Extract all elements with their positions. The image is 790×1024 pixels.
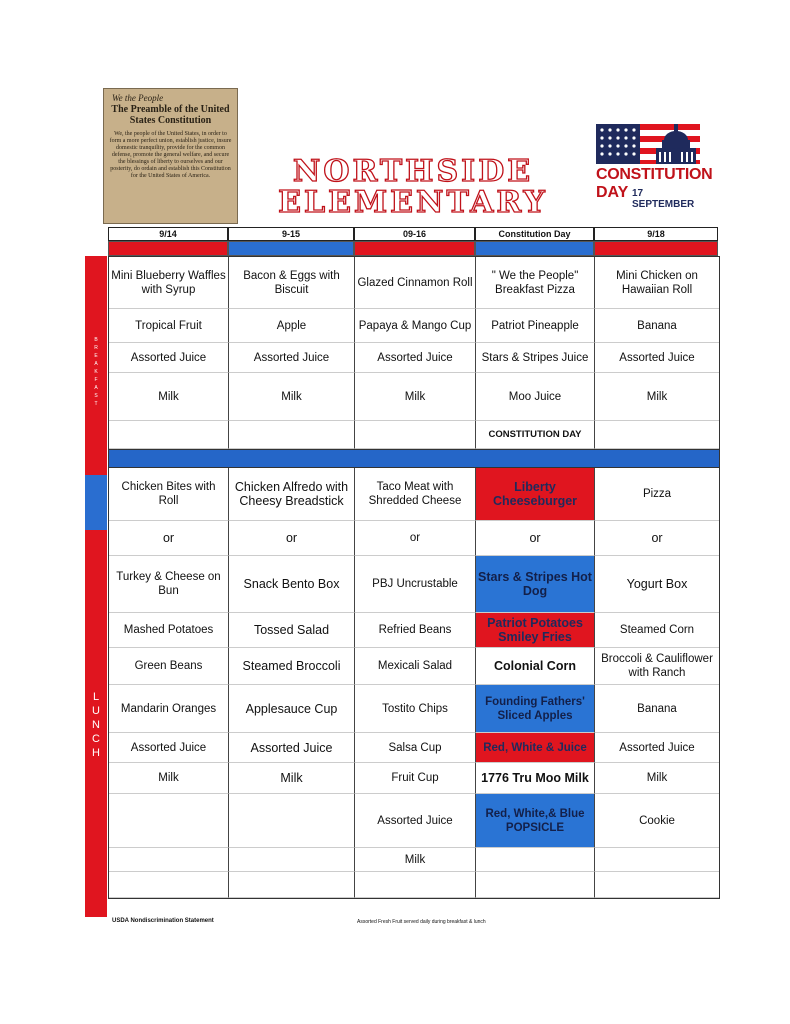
menu-cell: Applesauce Cup xyxy=(229,685,355,733)
logo-constitution: CONSTITUTION xyxy=(596,166,713,183)
lunch-row xyxy=(109,685,719,733)
flag-capitol-icon xyxy=(596,124,700,164)
menu-cell: Taco Meat with Shredded Cheese xyxy=(355,468,476,521)
constitution-day-logo xyxy=(596,122,713,210)
menu-cell xyxy=(355,421,476,449)
menu-cell: Banana xyxy=(595,685,719,733)
menu-cell: Banana xyxy=(595,309,719,343)
menu-cell-highlight: Liberty Cheeseburger xyxy=(476,468,595,521)
preamble-title: The Preamble of the United States Constitution xyxy=(111,104,230,126)
breakfast-row xyxy=(109,309,719,343)
menu-cell: or xyxy=(355,521,476,556)
menu-cell: Salsa Cup xyxy=(355,733,476,763)
preamble-text: We, the people of the United States, in order to form a more perfect union, establish justice, insure domestic tranquility, provide for the common defense, promote the general welfare, and secure the blessings of liberty to ourselves and our posterity, do ordain and establish this Constitution for the United States of America. xyxy=(109,131,232,179)
school-title xyxy=(268,156,558,218)
menu-cell: Milk xyxy=(109,763,229,794)
menu-cell xyxy=(229,421,355,449)
menu-cell: Steamed Broccoli xyxy=(229,648,355,685)
menu-cell xyxy=(476,872,595,898)
menu-cell xyxy=(229,848,355,872)
menu-cell: Assorted Juice xyxy=(355,343,476,373)
logo-day: DAY xyxy=(596,184,629,201)
menu-cell xyxy=(109,794,229,848)
menu-cell: Milk xyxy=(355,373,476,421)
lunch-side-bar-blue xyxy=(85,475,107,530)
lunch-label: L U N C H xyxy=(92,691,100,759)
lunch-row xyxy=(109,648,719,685)
menu-cell: Broccoli & Cauliflower with Ranch xyxy=(595,648,719,685)
menu-cell: Refried Beans xyxy=(355,613,476,648)
menu-cell-highlight: Stars & Stripes Hot Dog xyxy=(476,556,595,613)
menu-cell: Milk xyxy=(595,763,719,794)
menu-cell xyxy=(595,848,719,872)
menu-cell xyxy=(109,872,229,898)
constitution-day-label: CONSTITUTION DAY xyxy=(476,421,595,449)
color-bar-row xyxy=(108,241,718,256)
menu-cell: Assorted Juice xyxy=(229,343,355,373)
menu-cell xyxy=(229,872,355,898)
school-title-line2: ELEMENTARY xyxy=(278,185,548,220)
menu-cell: 1776 Tru Moo Milk xyxy=(476,763,595,794)
menu-cell: " We the People" Breakfast Pizza xyxy=(476,257,595,309)
menu-cell: Yogurt Box xyxy=(595,556,719,613)
menu-cell: Pizza xyxy=(595,468,719,521)
day-header-row xyxy=(108,227,718,241)
menu-cell xyxy=(229,794,355,848)
color-bar xyxy=(228,241,354,256)
lunch-row xyxy=(109,794,719,848)
day-header: Constitution Day xyxy=(475,227,594,241)
menu-cell: Apple xyxy=(229,309,355,343)
menu-cell: Mexicali Salad xyxy=(355,648,476,685)
lunch-row xyxy=(109,556,719,613)
color-bar xyxy=(108,241,228,256)
menu-cell: Patriot Pineapple xyxy=(476,309,595,343)
breakfast-row xyxy=(109,373,719,421)
menu-cell: Milk xyxy=(229,373,355,421)
menu-cell: Snack Bento Box xyxy=(229,556,355,613)
lunch-row xyxy=(109,733,719,763)
menu-cell xyxy=(595,421,719,449)
menu-cell: Glazed Cinnamon Roll xyxy=(355,257,476,309)
color-bar xyxy=(475,241,594,256)
school-title-line1: NORTHSIDE xyxy=(292,154,534,189)
nondiscrimination-statement: USDA Nondiscrimination Statement xyxy=(112,918,214,924)
lunch-row xyxy=(109,763,719,794)
fruit-note: Assorted Fresh Fruit served daily during breakfast & lunch xyxy=(357,919,486,925)
menu-cell: Milk xyxy=(229,763,355,794)
preamble-image xyxy=(103,88,238,224)
lunch-row xyxy=(109,521,719,556)
menu-cell-highlight: Red, White,& Blue POPSICLE xyxy=(476,794,595,848)
menu-cell: PBJ Uncrustable xyxy=(355,556,476,613)
breakfast-row xyxy=(109,343,719,373)
menu-cell: Assorted Juice xyxy=(595,733,719,763)
menu-cell: Moo Juice xyxy=(476,373,595,421)
breakfast-row xyxy=(109,421,719,449)
menu-cell: Bacon & Eggs with Biscuit xyxy=(229,257,355,309)
menu-cell: Tostito Chips xyxy=(355,685,476,733)
menu-cell: Milk xyxy=(109,373,229,421)
menu-cell: Milk xyxy=(595,373,719,421)
menu-grid xyxy=(108,256,720,899)
menu-cell: or xyxy=(229,521,355,556)
menu-cell-highlight: Founding Fathers' Sliced Apples xyxy=(476,685,595,733)
menu-cell xyxy=(109,421,229,449)
menu-cell xyxy=(109,848,229,872)
menu-cell: Tropical Fruit xyxy=(109,309,229,343)
menu-cell: Milk xyxy=(355,848,476,872)
day-header: 9/18 xyxy=(594,227,718,241)
logo-date: 17 SEPTEMBER xyxy=(632,188,695,210)
day-header: 09-16 xyxy=(354,227,475,241)
menu-cell: Stars & Stripes Juice xyxy=(476,343,595,373)
menu-cell: Assorted Juice xyxy=(109,733,229,763)
menu-cell: Chicken Alfredo with Cheesy Breadstick xyxy=(229,468,355,521)
menu-cell: Papaya & Mango Cup xyxy=(355,309,476,343)
menu-cell-highlight: Red, White & Juice xyxy=(476,733,595,763)
menu-cell xyxy=(476,848,595,872)
menu-cell: Chicken Bites with Roll xyxy=(109,468,229,521)
menu-cell: Assorted Juice xyxy=(109,343,229,373)
color-bar xyxy=(594,241,718,256)
breakfast-side-bar xyxy=(85,256,107,475)
menu-cell: Assorted Juice xyxy=(595,343,719,373)
menu-cell: Turkey & Cheese on Bun xyxy=(109,556,229,613)
menu-cell: Mashed Potatoes xyxy=(109,613,229,648)
menu-cell: or xyxy=(109,521,229,556)
menu-cell-highlight: Patriot Potatoes Smiley Fries xyxy=(476,613,595,648)
lunch-side-bar xyxy=(85,530,107,917)
breakfast-label: B R E A K F A S T xyxy=(94,337,98,407)
menu-cell: Fruit Cup xyxy=(355,763,476,794)
color-bar xyxy=(354,241,475,256)
preamble-we-the-people: We the People xyxy=(112,93,164,103)
section-separator xyxy=(109,449,719,468)
menu-cell: or xyxy=(476,521,595,556)
menu-cell: Assorted Juice xyxy=(355,794,476,848)
menu-cell: Green Beans xyxy=(109,648,229,685)
menu-cell: Mini Chicken on Hawaiian Roll xyxy=(595,257,719,309)
breakfast-row xyxy=(109,257,719,309)
menu-cell: or xyxy=(595,521,719,556)
menu-cell: Cookie xyxy=(595,794,719,848)
day-header: 9-15 xyxy=(228,227,354,241)
menu-cell: Steamed Corn xyxy=(595,613,719,648)
menu-cell: Colonial Corn xyxy=(476,648,595,685)
menu-cell: Mini Blueberry Waffles with Syrup xyxy=(109,257,229,309)
lunch-row xyxy=(109,872,719,898)
lunch-row xyxy=(109,613,719,648)
day-header: 9/14 xyxy=(108,227,228,241)
lunch-row xyxy=(109,848,719,872)
menu-cell: Mandarin Oranges xyxy=(109,685,229,733)
menu-cell: Tossed Salad xyxy=(229,613,355,648)
menu-cell xyxy=(595,872,719,898)
menu-cell xyxy=(355,872,476,898)
lunch-row xyxy=(109,468,719,521)
menu-cell: Assorted Juice xyxy=(229,733,355,763)
